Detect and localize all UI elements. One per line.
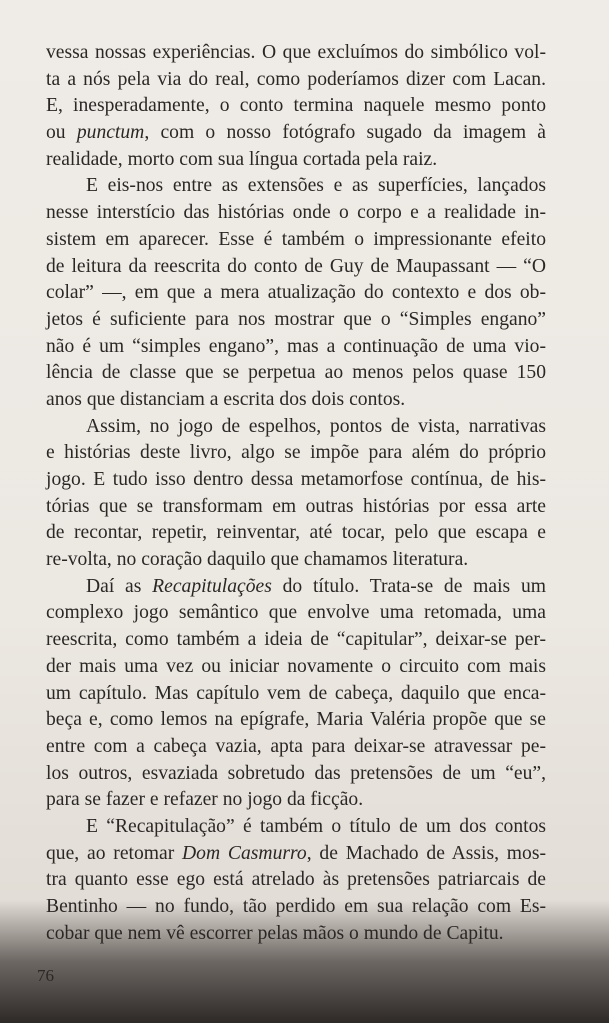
text-line: nesse interstício das histórias onde o corpo e a realidade in- <box>46 202 546 224</box>
text-line: ta a nós pela via do real, como poderíamos dizer com Lacan. <box>46 68 546 90</box>
text-line: E, inesperadamente, o conto termina naquele mesmo ponto <box>46 95 546 117</box>
paragraph <box>46 574 546 814</box>
text-line: que, ao retomar Dom Casmurro, de Machado de Assis, mos- <box>46 842 546 864</box>
text-line: los outros, esvaziada sobretudo das pretensões de um “eu”, <box>46 762 546 784</box>
text-line: Daí as Recapitulações do título. Trata-se de mais um <box>86 575 546 597</box>
text-line: Assim, no jogo de espelhos, pontos de vista, narrativas <box>86 415 546 437</box>
text-line: de recontar, repetir, reinventar, até tocar, pelo que escapa e <box>46 522 546 544</box>
paragraph <box>46 414 546 574</box>
italic-term: punctum <box>76 122 145 144</box>
text-line: colar” —, em que a mera atualização do contexto e dos ob- <box>46 282 546 304</box>
text-line: entre com a cabeça vazia, apta para deixar-se atravessar pe- <box>46 735 546 757</box>
text-line: lência de classe que se perpetua ao menos pelos quase 150 <box>46 362 546 384</box>
text-line: jetos é suficiente para nos mostrar que o “Simples engano” <box>46 308 546 330</box>
text-line: E “Recapitulação” é também o título de um dos contos <box>86 815 546 837</box>
text-line: complexo jogo semântico que envolve uma retomada, uma <box>46 602 546 624</box>
page-number: 76 <box>37 966 54 985</box>
paragraph <box>46 40 546 173</box>
text-line: vessa nossas experiências. O que excluímos do simbólico vol- <box>46 42 546 63</box>
paragraph <box>46 814 546 947</box>
text-line: tra quanto esse ego está atrelado às pretensões patriarcais de <box>46 869 546 891</box>
text-line: der mais uma vez ou iniciar novamente o circuito com mais <box>46 655 546 677</box>
text-line: não é um “simples engano”, mas a continuação de uma vio- <box>46 335 546 357</box>
text-line: para se fazer e refazer no jogo da ficção. <box>46 789 364 811</box>
text-line: cobar que nem vê escorrer pelas mãos o mundo de Capitu. <box>46 922 504 944</box>
italic-term: Dom Casmurro <box>182 842 307 864</box>
text-line: realidade, morto com sua língua cortada pela raiz. <box>46 148 438 170</box>
text-line: reescrita, como também a ideia de “capitular”, deixar-se per- <box>46 629 546 651</box>
text-line: jogo. E tudo isso dentro dessa metamorfose contínua, de his- <box>46 469 546 490</box>
text-line: anos que distanciam a escrita dos dois contos. <box>46 388 406 410</box>
text-line: re-volta, no coração daquilo que chamamos literatura. <box>46 549 469 571</box>
text-line: Bentinho — no fundo, tão perdido em sua relação com Es- <box>46 896 546 917</box>
text-line: beça e, como lemos na epígrafe, Maria Valéria propõe que se <box>46 709 546 731</box>
text-line: sistem em aparecer. Esse é também o impressionante efeito <box>46 228 546 250</box>
text-line: um capítulo. Mas capítulo vem de cabeça, daquilo que enca- <box>46 682 546 704</box>
italic-term: Recapitulações <box>152 575 272 597</box>
text-line: E eis-nos entre as extensões e as superfícies, lançados <box>86 175 546 197</box>
text-line: e histórias deste livro, algo se impõe para além do próprio <box>46 442 546 464</box>
text-line: ou punctum, com o nosso fotógrafo sugado da imagem à <box>46 122 546 144</box>
text-line: de leitura da reescrita do conto de Guy de Maupassant — “O <box>46 255 546 277</box>
body-text <box>46 40 546 947</box>
text-line: tórias que se transformam em outras histórias por essa arte <box>46 495 546 517</box>
paragraph <box>46 173 546 413</box>
